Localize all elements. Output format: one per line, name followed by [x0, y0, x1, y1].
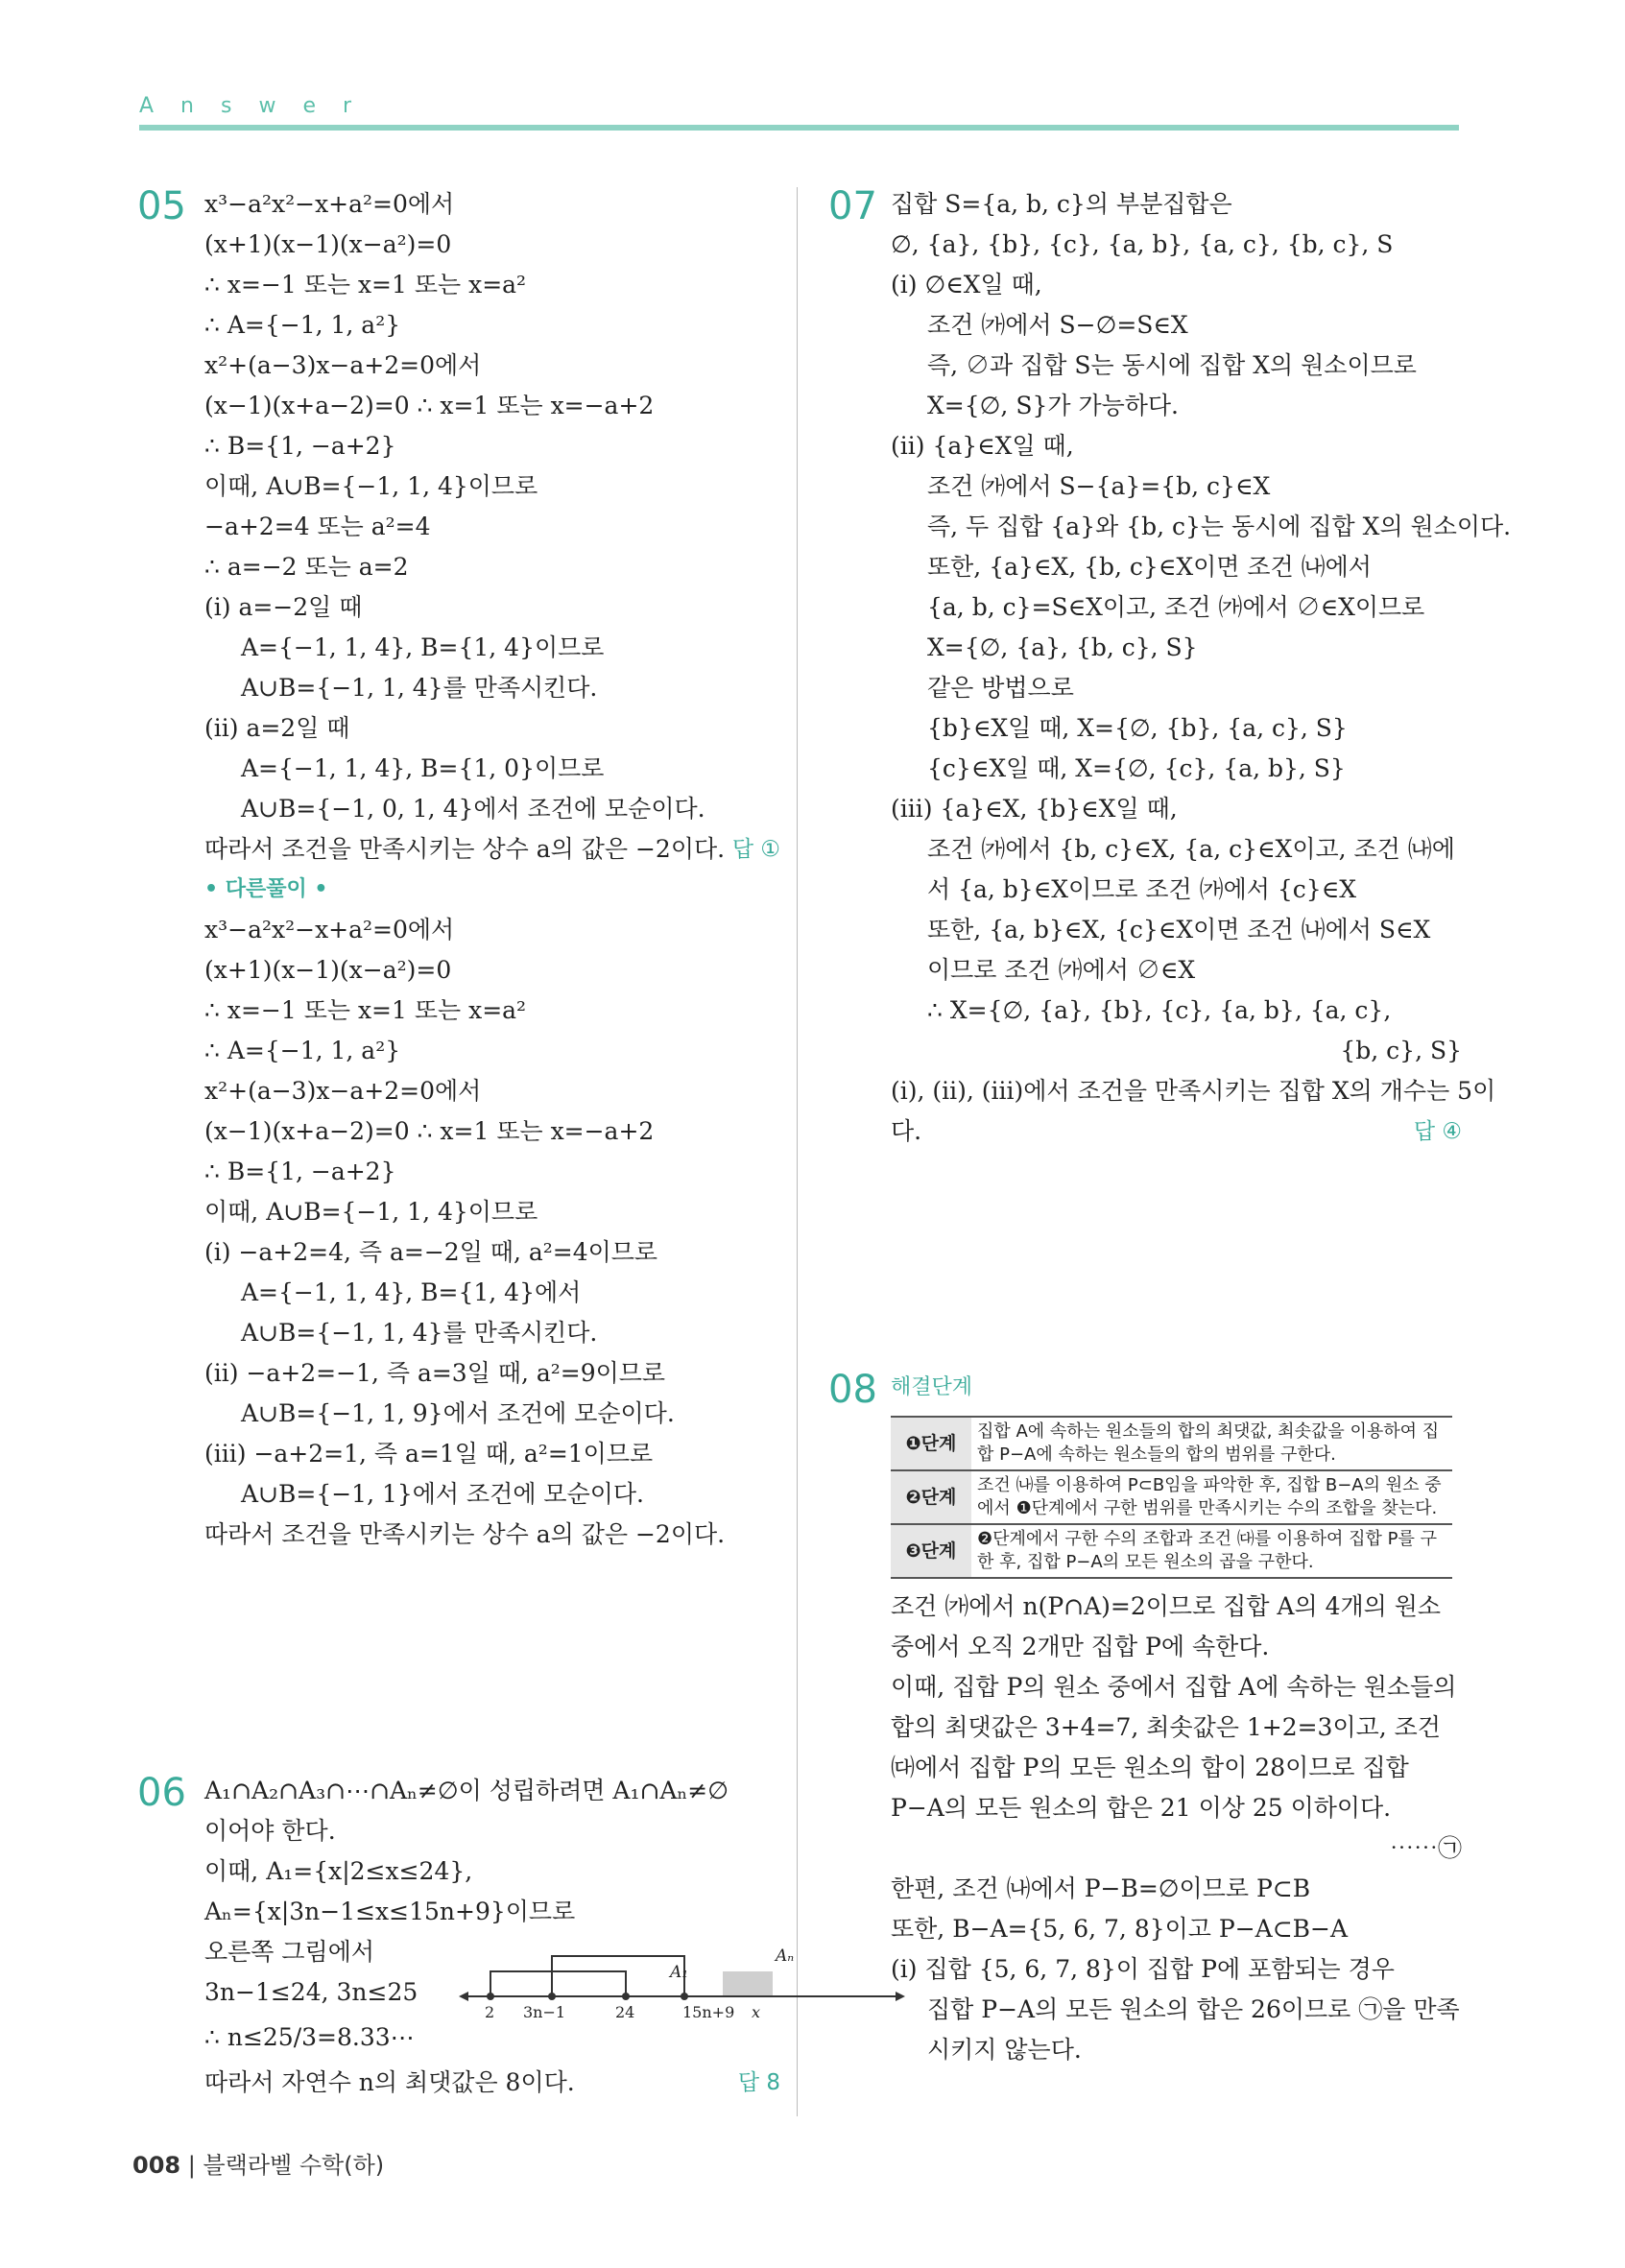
axis-arrow-left — [459, 1992, 468, 2001]
solution-body — [204, 184, 780, 1555]
line: A∪B={−1, 1, 4}를 만족시킨다. — [241, 674, 598, 702]
step-label: ❷단계 — [891, 1470, 971, 1524]
line: x²+(a−3)x−a+2=0에서 — [204, 1077, 482, 1105]
line: ∴ B={1, −a+2} — [204, 432, 396, 460]
line: {c}∈X일 때, X={∅, {c}, {a, b}, S} — [927, 754, 1346, 782]
line: 시키지 않는다. — [927, 2036, 1082, 2064]
line: 이때, A∪B={−1, 1, 4}이므로 — [204, 472, 538, 500]
line: 집합 S={a, b, c}의 부분집합은 — [891, 190, 1232, 218]
line: x²+(a−3)x−a+2=0에서 — [204, 351, 482, 379]
line: (x+1)(x−1)(x−a²)=0 — [204, 956, 452, 984]
line: 합의 최댓값은 3+4=7, 최솟값은 1+2=3이고, 조건 — [891, 1713, 1441, 1741]
line: 이때, A₁={x|2≤x≤24}, — [204, 1857, 473, 1885]
line: ∅, {a}, {b}, {c}, {a, b}, {a, c}, {b, c}, S — [891, 230, 1394, 258]
solution-body — [891, 1368, 1462, 2070]
problem-number: 07 — [828, 184, 877, 228]
line: ∴ B={1, −a+2} — [204, 1158, 396, 1185]
line: (ⅰ) a=−2일 때 — [204, 593, 363, 621]
line-end: 다. — [891, 1117, 922, 1145]
line: A={−1, 1, 4}, B={1, 4}에서 — [241, 1278, 582, 1306]
line: {b}∈X일 때, X={∅, {b}, {a, c}, S} — [927, 714, 1348, 742]
line: {a, b, c}=S∈X이고, 조건 ㈎에서 ∅∈X이므로 — [927, 593, 1425, 621]
answer-label: 답 8 — [737, 2070, 780, 2095]
page-footer — [132, 2146, 384, 2180]
step-row — [891, 1470, 1452, 1524]
line: {b, c}, S} — [1340, 1037, 1462, 1064]
line: X={∅, {a}, {b, c}, S} — [927, 633, 1198, 661]
line: (x−1)(x+a−2)=0 ∴ x=1 또는 x=−a+2 — [204, 1117, 655, 1145]
line: ∴ a=−2 또는 a=2 — [204, 553, 409, 581]
line: A={−1, 1, 4}, B={1, 0}이므로 — [241, 754, 605, 782]
line: ∴ x=−1 또는 x=1 또는 x=a² — [204, 996, 527, 1024]
problem-number: 06 — [137, 1771, 186, 1815]
line: 오른쪽 그림에서 — [204, 1938, 374, 1966]
step-text: 조건 ㈏를 이용하여 P⊂B임을 파악한 후, 집합 B−A의 원소 중에서 ❶단계에서 구한 범위를 만족시키는 수의 조합을 찾는다. — [971, 1470, 1452, 1524]
line: (ⅰ) ∅∈X일 때, — [891, 271, 1042, 298]
book-title: 블랙라벨 수학(하) — [203, 2152, 385, 2179]
line: 같은 방법으로 — [927, 674, 1074, 702]
line: Aₙ={x|3n−1≤x≤15n+9}이므로 — [204, 1898, 576, 1925]
step-row — [891, 1417, 1452, 1470]
problem-number: 08 — [828, 1368, 877, 1412]
line: 따라서 조건을 만족시키는 상수 a의 값은 −2이다. — [204, 1520, 726, 1548]
line: A∪B={−1, 1, 4}를 만족시킨다. — [241, 1319, 598, 1347]
line: x³−a²x²−x+a²=0에서 — [204, 190, 455, 218]
line: A₁∩A₂∩A₃∩⋯∩Aₙ≠∅이 성립하려면 A₁∩Aₙ≠∅ — [204, 1777, 729, 1804]
conclusion: 따라서 조건을 만족시키는 상수 a의 값은 −2이다. — [204, 835, 726, 863]
line: 한편, 조건 ㈏에서 P−B=∅이므로 P⊂B — [891, 1874, 1311, 1902]
line: x³−a²x²−x+a²=0에서 — [204, 916, 455, 943]
line: 또한, B−A={5, 6, 7, 8}이고 P−A⊂B−A — [891, 1915, 1349, 1943]
line: (x−1)(x+a−2)=0 ∴ x=1 또는 x=−a+2 — [204, 392, 655, 419]
line: 이어야 한다. — [204, 1817, 336, 1845]
section-header: Answer — [139, 94, 379, 118]
line: ∴ A={−1, 1, a²} — [204, 1037, 401, 1064]
set-a1-label: A₁ — [670, 1963, 689, 1982]
line: (ⅰ) −a+2=4, 즉 a=−2일 때, a²=4이므로 — [204, 1238, 658, 1266]
line: 즉, ∅과 집합 S는 동시에 집합 X의 원소이므로 — [927, 351, 1417, 379]
problem-number: 05 — [137, 184, 186, 228]
line — [891, 1111, 1462, 1152]
line — [204, 2063, 780, 2103]
line: A={−1, 1, 4}, B={1, 4}이므로 — [241, 633, 605, 661]
conclusion: 따라서 자연수 n의 최댓값은 8이다. — [204, 2068, 575, 2096]
line: 이때, 집합 P의 원소 중에서 집합 A에 속하는 원소들의 — [891, 1673, 1457, 1701]
solution-body — [891, 184, 1512, 1152]
line: P−A의 모든 원소의 합은 21 이상 25 이하이다. — [891, 1794, 1392, 1822]
set-an-bracket — [552, 1956, 684, 1996]
line: 또한, {a}∈X, {b, c}∈X이면 조건 ㈏에서 — [927, 553, 1372, 581]
step-text: 집합 A에 속하는 원소들의 합의 최댓값, 최솟값을 이용하여 집합 P−A에 속하는 원소들의 합의 범위를 구한다. — [971, 1417, 1452, 1470]
solution-body — [204, 1771, 780, 2103]
tick-label: 3n−1 — [523, 2003, 566, 2021]
line: 이므로 조건 ㈎에서 ∅∈X — [927, 956, 1196, 984]
step-row — [891, 1524, 1452, 1578]
line: A∪B={−1, 1}에서 조건에 모순이다. — [241, 1480, 644, 1508]
line: A∪B={−1, 0, 1, 4}에서 조건에 모순이다. — [241, 795, 705, 823]
line: ㈐에서 집합 P의 모든 원소의 합이 28이므로 집합 — [891, 1754, 1409, 1781]
intersection-region — [723, 1971, 773, 1996]
line: 조건 ㈎에서 S−{a}={b, c}∈X — [927, 472, 1271, 500]
column-divider — [797, 187, 798, 2116]
line: 서 {a, b}∈X이므로 조건 ㈎에서 {c}∈X — [927, 875, 1357, 903]
number-line-figure — [459, 1939, 910, 2044]
step-label: ❶단계 — [891, 1417, 971, 1470]
step-text: ❷단계에서 구한 수의 조합과 조건 ㈐를 이용하여 집합 P를 구한 후, 집합 P−A의 모든 원소의 곱을 구한다. — [971, 1524, 1452, 1578]
line: 즉, 두 집합 {a}와 {b, c}는 동시에 집합 X의 원소이다. — [927, 513, 1512, 540]
answer-label: 답 ④ — [1413, 1119, 1462, 1144]
point-2 — [487, 1993, 494, 2000]
tick-label: 15n+9 — [682, 2003, 735, 2021]
line: 집합 P−A의 모든 원소의 합은 26이므로 ㉠을 만족 — [927, 1995, 1460, 2023]
line: 조건 ㈎에서 S−∅=S∈X — [927, 311, 1188, 339]
point-15n+9 — [681, 1993, 688, 2000]
line: (ⅱ) a=2일 때 — [204, 714, 350, 742]
steps-table — [891, 1416, 1452, 1579]
line: (ⅱ) {a}∈X일 때, — [891, 432, 1074, 460]
point-3n-1 — [548, 1993, 556, 2000]
set-an-label: Aₙ — [776, 1946, 795, 1966]
line: A∪B={−1, 1, 9}에서 조건에 모순이다. — [241, 1399, 675, 1427]
line: ∴ x=−1 또는 x=1 또는 x=a² — [204, 271, 527, 298]
header-rule — [139, 125, 1459, 131]
line: 중에서 오직 2개만 집합 P에 속한다. — [891, 1633, 1270, 1660]
line: 또한, {a, b}∈X, {c}∈X이면 조건 ㈏에서 S∈X — [927, 916, 1431, 943]
tick-label: 2 — [485, 2003, 495, 2021]
alt-solution-label: • 다른풀이 • — [204, 877, 328, 901]
line: 조건 ㈎에서 n(P∩A)=2이므로 집합 A의 4개의 원소 — [891, 1592, 1442, 1620]
answer-label: 답 ① — [731, 837, 780, 862]
line: (ⅲ) {a}∈X, {b}∈X일 때, — [891, 795, 1178, 823]
line: (ⅲ) −a+2=1, 즉 a=1일 때, a²=1이므로 — [204, 1440, 654, 1468]
equation-marker: ⋯⋯㉠ — [1389, 1834, 1462, 1862]
line: ∴ X={∅, {a}, {b}, {c}, {a, b}, {a, c}, — [927, 996, 1392, 1024]
tick-label: 24 — [615, 2003, 635, 2021]
line: ∴ n≤25/3=8.33⋯ — [204, 2023, 415, 2051]
line: 조건 ㈎에서 {b, c}∈X, {a, c}∈X이고, 조건 ㈏에 — [927, 835, 1455, 863]
step-label: ❸단계 — [891, 1524, 971, 1578]
line: (ⅰ) 집합 {5, 6, 7, 8}이 집합 P에 포함되는 경우 — [891, 1955, 1395, 1983]
page-number: 008 — [132, 2152, 181, 2179]
line: 이때, A∪B={−1, 1, 4}이므로 — [204, 1198, 538, 1226]
set-a1-bracket — [490, 1971, 626, 1996]
line: −a+2=4 또는 a²=4 — [204, 513, 431, 540]
line: X={∅, S}가 가능하다. — [927, 392, 1179, 419]
line — [204, 829, 780, 870]
point-24 — [622, 1993, 630, 2000]
line: 3n−1≤24, 3n≤25 — [204, 1978, 418, 2006]
line: (ⅱ) −a+2=−1, 즉 a=3일 때, a²=9이므로 — [204, 1359, 666, 1387]
footer-separator: | — [187, 2152, 203, 2179]
axis-label: x — [752, 2003, 761, 2021]
line: (x+1)(x−1)(x−a²)=0 — [204, 230, 452, 258]
steps-tag: 해결단계 — [891, 1375, 973, 1399]
line: (ⅰ), (ⅱ), (ⅲ)에서 조건을 만족시키는 집합 X의 개수는 5이 — [891, 1077, 1496, 1105]
line: ∴ A={−1, 1, a²} — [204, 311, 401, 339]
